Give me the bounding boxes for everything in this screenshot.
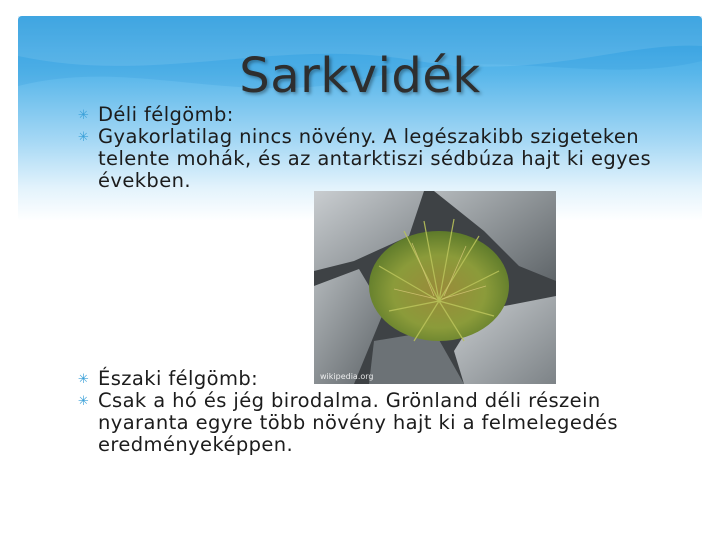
bullet-item — [78, 104, 658, 126]
photo-credit: wikipedia.org — [320, 372, 374, 381]
bullet-text: Csak a hó és jég birodalma. Grönland déli részein nyaranta egyre több növény hajt ki a felmelegedés eredményeképpen. — [98, 389, 618, 456]
bullet-item — [78, 390, 658, 456]
slide-title: Sarkvidék — [239, 48, 481, 104]
bullet-text: Északi félgömb: — [98, 367, 259, 390]
bullet-text: Gyakorlatilag nincs növény. A legészakibb szigeteken telente mohák, és az antarktiszi sédbúza hajt ki egyes években. — [98, 125, 652, 192]
asterisk-bullet-icon: ✳ — [78, 108, 90, 123]
grass-photo — [314, 191, 556, 384]
bottom-bullet-list — [78, 368, 658, 456]
asterisk-bullet-icon: ✳ — [78, 372, 90, 387]
asterisk-bullet-icon: ✳ — [78, 130, 90, 145]
grass-photo-illustration — [314, 191, 556, 384]
bullet-text: Déli félgömb: — [98, 103, 234, 126]
top-bullet-list — [78, 104, 658, 192]
asterisk-bullet-icon: ✳ — [78, 394, 90, 409]
bullet-item — [78, 368, 658, 390]
bullet-item — [78, 126, 658, 192]
